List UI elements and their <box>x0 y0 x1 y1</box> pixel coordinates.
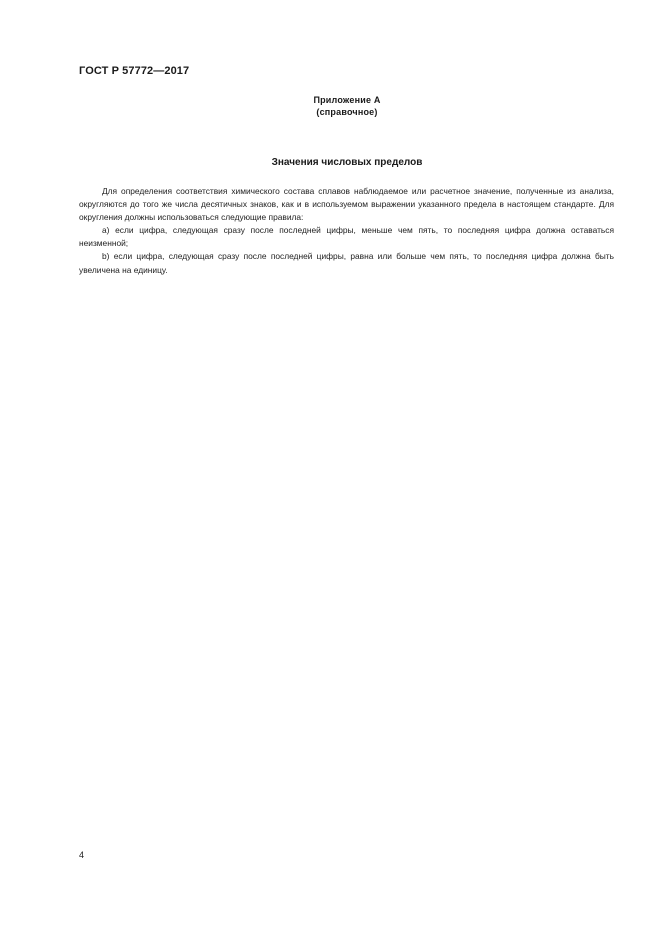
rule-a-paragraph: a) если цифра, следующая сразу после последней цифры, меньше чем пять, то последняя цифра должна оставаться неизменной; <box>79 225 614 249</box>
body-text <box>79 185 614 277</box>
page-number: 4 <box>79 850 85 860</box>
intro-paragraph: Для определения соответствия химического состава сплавов наблюдаемое или расчетное значение, полученные из анализа, округляются до того же числа десятичных знаков, как и в используемом выражении указанного предела в настоящем стандарте. Для округления должны использоваться следующие правила: <box>79 186 614 223</box>
standard-code-header: ГОСТ Р 57772—2017 <box>79 65 190 77</box>
section-title: Значения числовых пределов <box>271 157 423 168</box>
appendix-heading <box>0 94 661 119</box>
appendix-title: Приложение А <box>313 95 381 105</box>
rule-b-paragraph: b) если цифра, следующая сразу после последней цифры, равна или больше чем пять, то последняя цифра должна быть увеличена на единицу. <box>79 251 614 275</box>
appendix-type: (справочное) <box>316 107 378 117</box>
